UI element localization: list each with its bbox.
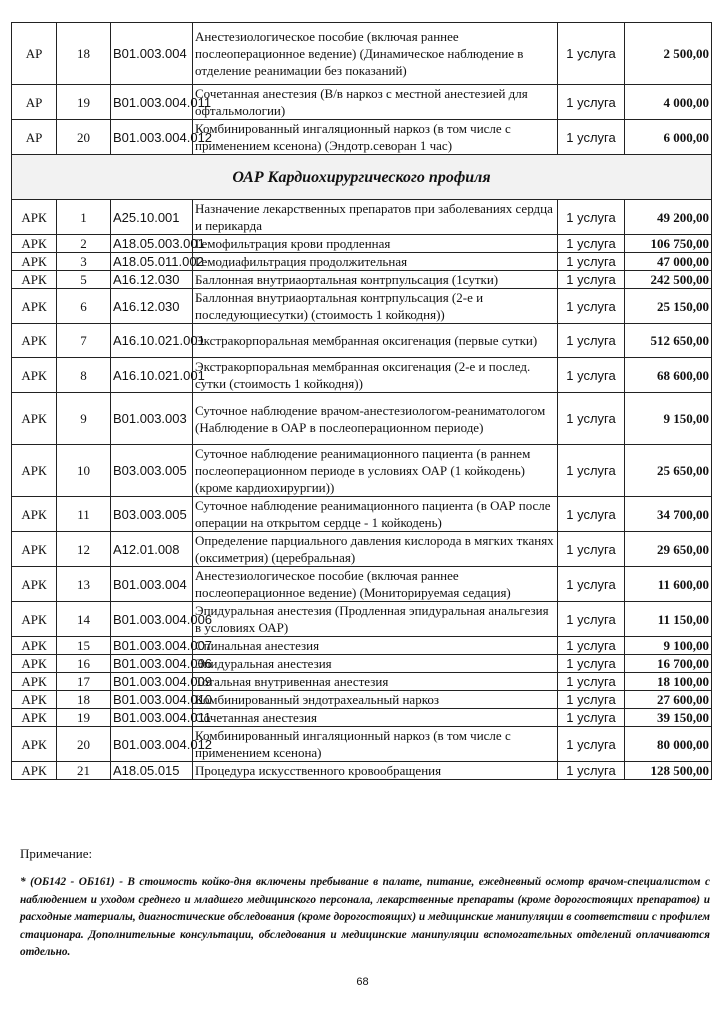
group-cell: АРК: [12, 655, 57, 673]
unit-cell: 1 услуга: [558, 23, 625, 85]
number-cell: 18: [57, 691, 111, 709]
service-name-cell: Комбинированный эндотрахеальный наркоз: [193, 691, 558, 709]
code-cell: A18.05.003.001: [111, 235, 193, 253]
code-cell: B01.003.004.006: [111, 655, 193, 673]
unit-cell: 1 услуга: [558, 673, 625, 691]
group-cell: АРК: [12, 271, 57, 289]
number-cell: 19: [57, 709, 111, 727]
code-cell: B03.003.005: [111, 445, 193, 497]
price-cell: 4 000,00: [625, 85, 712, 120]
price-cell: 68 600,00: [625, 358, 712, 393]
group-cell: АРК: [12, 532, 57, 567]
unit-cell: 1 услуга: [558, 85, 625, 120]
price-cell: 49 200,00: [625, 200, 712, 235]
code-cell: A16.12.030: [111, 289, 193, 324]
group-cell: АРК: [12, 200, 57, 235]
group-cell: АРК: [12, 637, 57, 655]
service-name-cell: Сочетанная анестезия (В/в наркоз с местной анестезией для офтальмологии): [193, 85, 558, 120]
group-cell: АРК: [12, 602, 57, 637]
unit-cell: 1 услуга: [558, 358, 625, 393]
unit-cell: 1 услуга: [558, 637, 625, 655]
number-cell: 12: [57, 532, 111, 567]
group-cell: АРК: [12, 567, 57, 602]
service-name-cell: Комбинированный ингаляционный наркоз (в том числе с применением ксенона) (Эндотр.севоран 1 час): [193, 120, 558, 155]
service-name-cell: Гемофильтрация крови продленная: [193, 235, 558, 253]
code-cell: A16.10.021.001: [111, 324, 193, 358]
number-cell: 11: [57, 497, 111, 532]
number-cell: 2: [57, 235, 111, 253]
price-cell: 11 150,00: [625, 602, 712, 637]
group-cell: АРК: [12, 762, 57, 780]
code-cell: B01.003.004.011: [111, 85, 193, 120]
service-name-cell: Эпидуральная анестезия (Продленная эпидуральная анальгезия в условиях ОАР): [193, 602, 558, 637]
page-number: 68: [356, 976, 369, 988]
unit-cell: 1 услуга: [558, 324, 625, 358]
unit-cell: 1 услуга: [558, 655, 625, 673]
service-name-cell: Анестезиологическое пособие (включая раннее послеоперационное ведение) (Динамическое наблюдение в отделение реанимации без показаний): [193, 23, 558, 85]
group-cell: АРК: [12, 235, 57, 253]
number-cell: 1: [57, 200, 111, 235]
table-row: [12, 637, 712, 655]
number-cell: 20: [57, 120, 111, 155]
group-cell: АРК: [12, 358, 57, 393]
code-cell: B01.003.004.012: [111, 120, 193, 155]
service-name-cell: Тотальная внутривенная анестезия: [193, 673, 558, 691]
code-cell: A16.12.030: [111, 271, 193, 289]
number-cell: 15: [57, 637, 111, 655]
note-title: Примечание:: [20, 846, 93, 861]
note-text: * (ОБ142 - ОБ161) - В стоимость койко-дня включены пребывание в палате, питание, ежедневный осмотр врачом-специалистом с наблюдением и уходом среднего и младшего медицинского персонала, лекарственные препараты (кроме дорогостоящих препаратов) и расходные материалы, диагностические обследования (кроме дорогостоящих) и медицинские манипуляции в соответствии с профилем стационара. Дополнительные консультации, обследования и медицинские манипуляции вспомогательных отделений оплачиваются отдельно.: [20, 876, 710, 958]
price-cell: 512 650,00: [625, 324, 712, 358]
table-row: [12, 85, 712, 120]
code-cell: B01.003.004: [111, 23, 193, 85]
unit-cell: 1 услуга: [558, 289, 625, 324]
service-name-cell: Гемодиафильтрация продолжительная: [193, 253, 558, 271]
table-row: [12, 200, 712, 235]
group-cell: АРК: [12, 673, 57, 691]
unit-cell: 1 услуга: [558, 271, 625, 289]
service-name-cell: Назначение лекарственных препаратов при заболеваниях сердца и перикарда: [193, 200, 558, 235]
table-row: [12, 709, 712, 727]
service-name-cell: Процедура искусственного кровообращения: [193, 762, 558, 780]
service-name-cell: Баллонная внутриаортальная контрпульсация (1сутки): [193, 271, 558, 289]
group-cell: АР: [12, 85, 57, 120]
code-cell: B01.003.004.007: [111, 637, 193, 655]
unit-cell: 1 услуга: [558, 445, 625, 497]
number-cell: 9: [57, 393, 111, 445]
group-cell: АРК: [12, 709, 57, 727]
number-cell: 16: [57, 655, 111, 673]
table-row: [12, 727, 712, 762]
table-row: [12, 253, 712, 271]
price-cell: 16 700,00: [625, 655, 712, 673]
unit-cell: 1 услуга: [558, 200, 625, 235]
code-cell: A16.10.021.001: [111, 358, 193, 393]
service-name-cell: Сочетанная анестезия: [193, 709, 558, 727]
code-cell: B01.003.004.009: [111, 673, 193, 691]
price-cell: 6 000,00: [625, 120, 712, 155]
table-row: [12, 602, 712, 637]
code-cell: A18.05.011.002: [111, 253, 193, 271]
table-row: [12, 120, 712, 155]
unit-cell: 1 услуга: [558, 727, 625, 762]
service-name-cell: Эпидуральная анестезия: [193, 655, 558, 673]
service-name-cell: Экстракорпоральная мембранная оксигенация (2-е и послед. сутки (стоимость 1 койкодня)): [193, 358, 558, 393]
price-cell: 11 600,00: [625, 567, 712, 602]
price-cell: 25 650,00: [625, 445, 712, 497]
price-cell: 47 000,00: [625, 253, 712, 271]
table-row: [12, 445, 712, 497]
code-cell: B01.003.004.006: [111, 602, 193, 637]
code-cell: B01.003.004.011: [111, 709, 193, 727]
number-cell: 20: [57, 727, 111, 762]
table-row: [12, 532, 712, 567]
table-row: [12, 393, 712, 445]
service-name-cell: Баллонная внутриаортальная контрпульсация (2-е и последующиесутки) (стоимость 1 койкодня)): [193, 289, 558, 324]
unit-cell: 1 услуга: [558, 691, 625, 709]
number-cell: 3: [57, 253, 111, 271]
service-name-cell: Суточное наблюдение врачом-анестезиологом-реаниматологом (Наблюдение в ОАР в послеоперационном периоде): [193, 393, 558, 445]
group-cell: АРК: [12, 289, 57, 324]
number-cell: 21: [57, 762, 111, 780]
section-header-row: [12, 155, 712, 200]
code-cell: B01.003.004.012: [111, 727, 193, 762]
price-cell: 9 100,00: [625, 637, 712, 655]
price-cell: 80 000,00: [625, 727, 712, 762]
price-cell: 128 500,00: [625, 762, 712, 780]
table-row: [12, 358, 712, 393]
service-name-cell: Анестезиологическое пособие (включая раннее послеоперационное ведение) (Мониторируемая седация): [193, 567, 558, 602]
price-cell: 34 700,00: [625, 497, 712, 532]
table-row: [12, 567, 712, 602]
price-cell: 242 500,00: [625, 271, 712, 289]
code-cell: A25.10.001: [111, 200, 193, 235]
price-cell: 9 150,00: [625, 393, 712, 445]
number-cell: 18: [57, 23, 111, 85]
unit-cell: 1 услуга: [558, 762, 625, 780]
code-cell: A12.01.008: [111, 532, 193, 567]
price-table: [11, 22, 712, 780]
group-cell: АРК: [12, 324, 57, 358]
table-row: [12, 23, 712, 85]
table-row: [12, 289, 712, 324]
unit-cell: 1 услуга: [558, 497, 625, 532]
number-cell: 13: [57, 567, 111, 602]
table-row: [12, 673, 712, 691]
unit-cell: 1 услуга: [558, 253, 625, 271]
price-cell: 39 150,00: [625, 709, 712, 727]
unit-cell: 1 услуга: [558, 235, 625, 253]
service-name-cell: Комбинированный ингаляционный наркоз (в том числе с применением ксенона): [193, 727, 558, 762]
table-row: [12, 235, 712, 253]
table-row: [12, 655, 712, 673]
number-cell: 14: [57, 602, 111, 637]
group-cell: АРК: [12, 393, 57, 445]
group-cell: АРК: [12, 691, 57, 709]
unit-cell: 1 услуга: [558, 567, 625, 602]
code-cell: B01.003.003: [111, 393, 193, 445]
number-cell: 17: [57, 673, 111, 691]
group-cell: АР: [12, 23, 57, 85]
number-cell: 10: [57, 445, 111, 497]
table-row: [12, 324, 712, 358]
table-row: [12, 762, 712, 780]
unit-cell: 1 услуга: [558, 709, 625, 727]
group-cell: АРК: [12, 253, 57, 271]
number-cell: 6: [57, 289, 111, 324]
group-cell: АРК: [12, 445, 57, 497]
service-name-cell: Спинальная анестезия: [193, 637, 558, 655]
price-cell: 106 750,00: [625, 235, 712, 253]
service-name-cell: Определение парциального давления кислорода в мягких тканях (оксиметрия) (церебральная): [193, 532, 558, 567]
code-cell: B03.003.005: [111, 497, 193, 532]
group-cell: АРК: [12, 497, 57, 532]
price-cell: 25 150,00: [625, 289, 712, 324]
group-cell: АР: [12, 120, 57, 155]
service-name-cell: Суточное наблюдение реанимационного пациента (в раннем послеоперационном периоде в условиях ОАР (1 койкодень) (кроме кардиохирургии)): [193, 445, 558, 497]
service-name-cell: Суточное наблюдение реанимационного пациента (в ОАР после операции на открытом сердце - 1 койкодень): [193, 497, 558, 532]
code-cell: A18.05.015: [111, 762, 193, 780]
unit-cell: 1 услуга: [558, 393, 625, 445]
service-name-cell: Экстракорпоральная мембранная оксигенация (первые сутки): [193, 324, 558, 358]
unit-cell: 1 услуга: [558, 120, 625, 155]
price-cell: 27 600,00: [625, 691, 712, 709]
table-row: [12, 691, 712, 709]
section-title: ОАР Кардиохирургического профиля: [12, 155, 712, 200]
code-cell: B01.003.004.010: [111, 691, 193, 709]
code-cell: B01.003.004: [111, 567, 193, 602]
table-row: [12, 271, 712, 289]
number-cell: 19: [57, 85, 111, 120]
table-row: [12, 497, 712, 532]
group-cell: АРК: [12, 727, 57, 762]
price-cell: 2 500,00: [625, 23, 712, 85]
unit-cell: 1 услуга: [558, 602, 625, 637]
number-cell: 8: [57, 358, 111, 393]
number-cell: 7: [57, 324, 111, 358]
number-cell: 5: [57, 271, 111, 289]
price-cell: 29 650,00: [625, 532, 712, 567]
note-block: [20, 846, 710, 962]
unit-cell: 1 услуга: [558, 532, 625, 567]
price-cell: 18 100,00: [625, 673, 712, 691]
